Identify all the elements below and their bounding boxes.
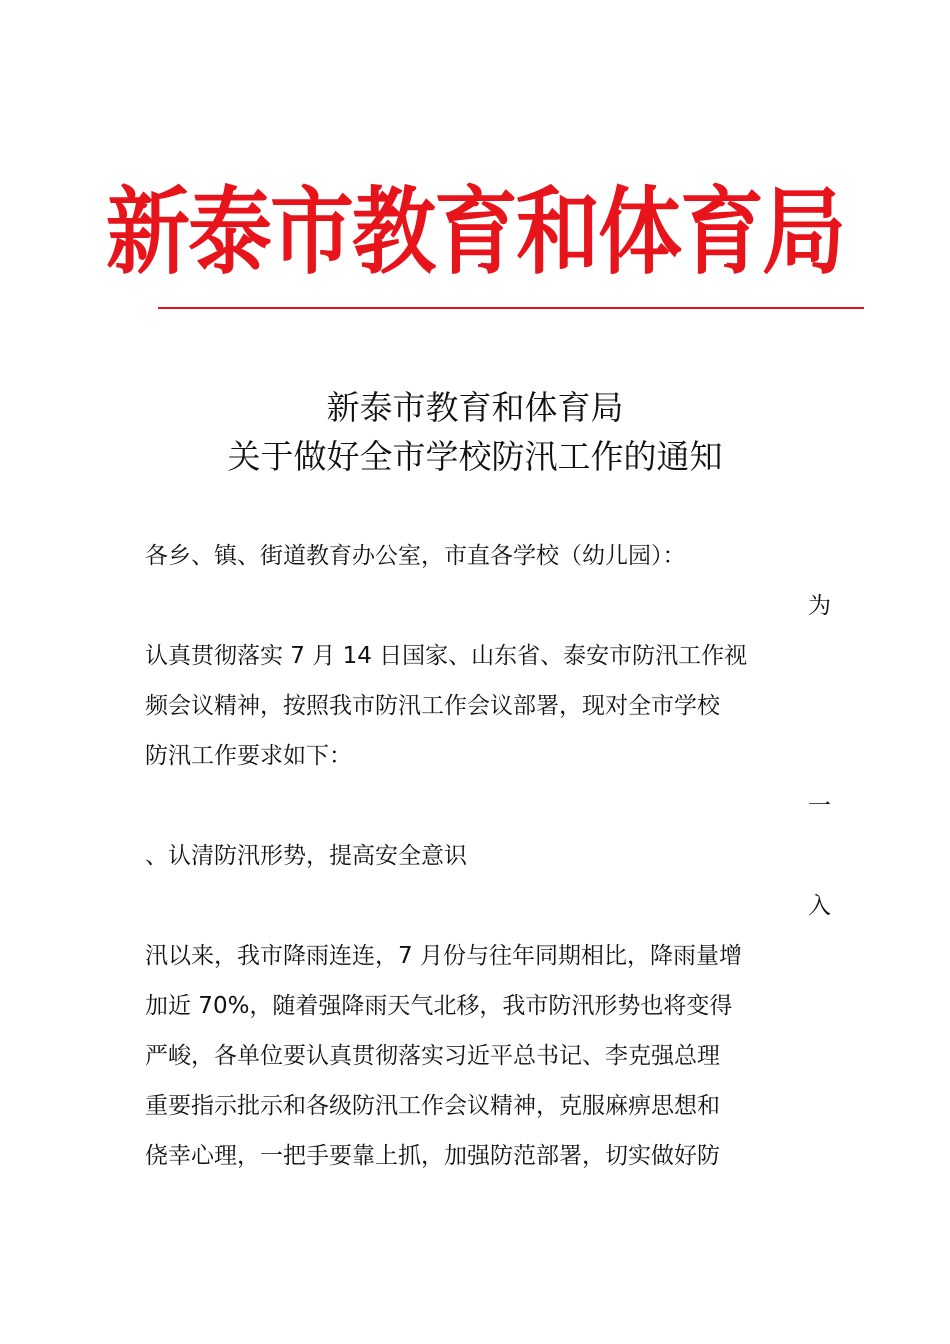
para1-line: 频会议精神，按照我市防汛工作会议部署，现对全市学校 <box>145 693 720 719</box>
para2-line: 加近 70%，随着强降雨天气北移，我市防汛形势也将变得 <box>145 993 733 1019</box>
para2-first-char: 入 <box>808 893 831 919</box>
document-title-line-2: 关于做好全市学校防汛工作的通知 <box>227 437 723 476</box>
section1-number: 一 <box>808 793 831 819</box>
para2-line: 重要指示批示和各级防汛工作会议精神，克服麻痹思想和 <box>145 1093 720 1119</box>
para1-first-char: 为 <box>808 593 831 619</box>
masthead-red-rule <box>158 307 864 309</box>
section1-heading: 、认清防汛形势，提高安全意识 <box>145 843 467 869</box>
para2-line: 侥幸心理，一把手要靠上抓，加强防范部署，切实做好防 <box>145 1143 720 1169</box>
document-title-line-1: 新泰市教育和体育局 <box>326 388 624 427</box>
para1-line: 认真贯彻落实 7 月 14 日国家、山东省、泰安市防汛工作视 <box>145 643 748 669</box>
masthead-org-name: 新泰市教育和体育局 <box>105 177 844 287</box>
salutation: 各乡、镇、街道教育办公室，市直各学校（幼儿园）： <box>145 543 686 569</box>
para2-line: 汛以来，我市降雨连连，7 月份与往年同期相比，降雨量增 <box>145 943 742 969</box>
para2-line: 严峻，各单位要认真贯彻落实习近平总书记、李克强总理 <box>145 1043 720 1069</box>
para1-line: 防汛工作要求如下： <box>145 743 352 769</box>
